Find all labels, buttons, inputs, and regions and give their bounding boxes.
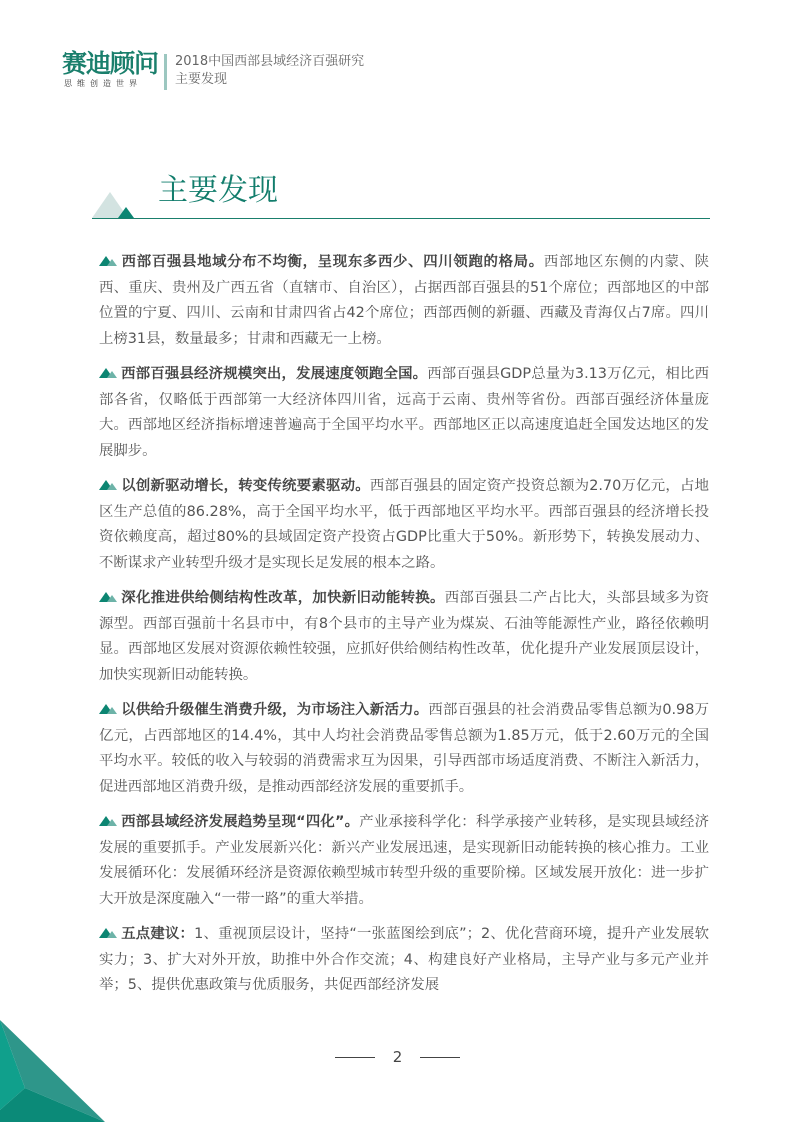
section-label: 主要发现 [175,72,228,87]
page-number: 2 [392,1048,403,1066]
findings-list [99,250,709,1009]
triangle-bullet-icon [99,256,116,266]
finding-body: 西部百强县的社会消费品零售总额为0.98万亿元，占西部地区的14.4%，其中人均社会消费品零售总额为1.85万元，低于2.60万元的全国平均水平。较低的收入与较弱的消费需求互为因果，引导西部市场适度消费、不断注入新活力，促进西部地区消费升级，是推动西部经济发展的重要抓手。 [99,702,709,795]
finding-lead: 深化推进供给侧结构性改革，加快新旧动能转换。 [121,590,445,606]
corner-polygon-decoration [0,1020,110,1122]
running-header [175,53,364,89]
finding-body: 西部百强县GDP总量为3.13万亿元，相比西部各省，仅略低于西部第一大经济体四川省，远高于云南、贵州等省份。西部百强经济体量庞大。西部地区经济指标增速普遍高于全国平均水平。西部地区正以高速度追赶全国发达地区的发展脚步。 [99,366,709,459]
finding-paragraph [99,922,709,999]
finding-body: 西部百强县二产占比大，头部县域多为资源型。西部百强前十名县市中，有8个县市的主导产业为煤炭、石油等能源性产业，路径依赖明显。西部地区发展对资源依赖性较强，应抓好供给侧结构性改革，优化提升产业发展顶层设计，加快实现新旧动能转换。 [99,590,709,683]
section-heading [92,170,710,210]
finding-paragraph [99,698,709,800]
brand-logo [62,50,158,89]
finding-body: 西部地区东侧的内蒙、陕西、重庆、贵州及广西五省（直辖市、自治区），占据西部百强县的51个席位；西部地区的中部位置的宁夏、四川、云南和甘肃四省占42个席位；西部西侧的新疆、西藏及青海仅占7席。四川上榜31县，数量最多；甘肃和西藏无一上榜。 [99,254,709,347]
finding-lead: 西部百强县地域分布不均衡，呈现东多西少、四川领跑的格局。 [121,254,544,270]
finding-lead: 西部百强县经济规模突出，发展速度领跑全国。 [121,366,428,382]
finding-paragraph [99,810,709,912]
finding-paragraph [99,250,709,352]
finding-lead: 以供给升级催生消费升级，为市场注入新活力。 [121,702,429,718]
triangle-bullet-icon [99,816,116,826]
triangle-bullet-icon [99,368,116,378]
triangle-bullet-icon [99,592,116,602]
triangle-accent-icon [118,207,134,218]
triangle-bullet-icon [99,928,116,938]
finding-lead: 西部县域经济发展趋势呈现“四化”。 [121,814,360,830]
finding-paragraph [99,474,709,576]
finding-paragraph [99,362,709,464]
finding-lead: 以创新驱动增长，转变传统要素驱动。 [121,478,370,494]
logo-slogan: 思维创造世界 [64,79,142,88]
finding-lead: 五点建议： [121,926,195,942]
finding-body: 1、重视顶层设计，坚持“一张蓝图绘到底”；2、优化营商环境，提升产业发展软实力；3、扩大对外开放，助推中外合作交流；4、构建良好产业格局，主导产业与多元产业并举；5、提供优惠政策与优质服务，共促西部经济发展 [99,926,709,993]
triangle-bullet-icon [99,704,116,714]
finding-body: 产业承接科学化：科学承接产业转移，是实现县域经济发展的重要抓手。产业发展新兴化：新兴产业发展迅速，是实现新旧动能转换的核心推力。工业发展循环化：发展循环经济是资源依赖型城市转型升级的重要阶梯。区域发展开放化：进一步扩大开放是深度融入“一带一路”的重大举措。 [99,814,709,907]
triangle-bullet-icon [99,480,116,490]
footer-rule-right [420,1057,460,1058]
page-number-footer [335,1048,460,1068]
report-title: 2018中国西部县域经济百强研究 [175,54,365,69]
finding-paragraph [99,586,709,688]
header-divider [164,54,167,90]
logo-wordmark: 赛迪顾问 [62,49,159,78]
finding-body: 西部百强县的固定资产投资总额为2.70万亿元，占地区生产总值的86.28%，高于全国平均水平，低于西部地区平均水平。西部百强县的经济增长投资依赖度高，超过80%的县域固定资产投资占GDP比重大于50%。新形势下，转换发展动力、不断谋求产业转型升级才是实现长足发展的根本之路。 [99,478,709,571]
section-underline [92,218,710,219]
section-title: 主要发现 [158,173,278,208]
